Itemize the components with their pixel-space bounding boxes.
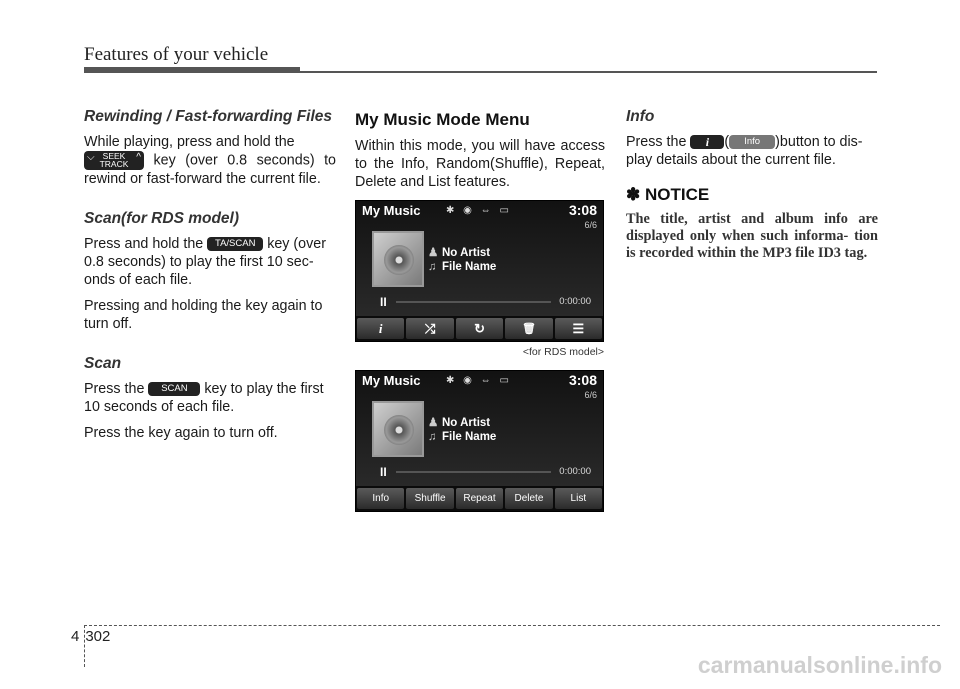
list-button[interactable]: List [555,488,602,509]
notice-body: The title, artist and album info are displayed only when such informa- tion is recorded within the MP3 file ID3 tag. [626,211,878,261]
file-name: File Name [442,261,497,273]
rewind-text [84,133,336,188]
track-counter: 6/6 [584,390,597,400]
heading-rewind: Rewinding / Fast-forwarding Files [84,108,333,125]
scan-rds-text-c: Pressing and holding the key again to turn off. [84,298,323,332]
pause-icon[interactable]: II [380,465,387,479]
scan-text [84,380,336,416]
clock: 3:08 [568,202,597,218]
watermark: carmanualsonline.info [697,652,942,678]
chapter-number: 4 [71,628,80,645]
heading-scan: Scan [84,355,122,372]
rewind-text-b: key (over 0.8 seconds) to rewind or fast-forward the current file. [84,152,336,187]
file-line [428,261,496,273]
status-icons: ✱ ◉ ⇔ ▭ [446,375,512,386]
scan-rds-text-b: key (over 0.8 seconds) to play the first 10 sec- onds of each file. [84,236,326,288]
footer-rule [84,625,940,626]
shuffle-button[interactable]: Shuffle [406,488,453,509]
chevron-down-icon: ⌵ [87,152,95,163]
heading-info: Info [626,108,655,125]
screen-menu-bar [356,316,603,341]
screen-rds-model [355,200,604,342]
file-name: File Name [442,431,497,443]
scan-key-icon: SCAN [148,382,200,396]
elapsed-time: 0:00:00 [559,466,591,477]
info-key-icon: i [690,135,724,149]
ta-scan-key-icon: TA/SCAN [207,237,263,251]
column-right [626,108,878,262]
person-icon: ♟ [428,417,439,429]
header-rule [84,71,877,73]
info-text-b: )button to dis- play details about the current file. [626,134,863,168]
music-note-icon: ♫ [428,261,437,273]
repeat-button[interactable]: ↻ [456,318,503,339]
elapsed-time: 0:00:00 [559,296,591,307]
repeat-button[interactable]: Repeat [456,488,503,509]
chevron-up-icon: ^ [136,152,141,163]
info-button[interactable]: i [357,318,404,339]
info-text-a: Press the [626,134,687,150]
artist-name: No Artist [442,417,491,429]
page-header-title: Features of your vehicle [84,44,269,65]
notice-heading: ✽ NOTICE [626,185,710,204]
info-button-icon: Info [729,135,775,149]
album-art-icon [372,401,424,457]
delete-button[interactable]: 🗑 [505,318,552,339]
disc-icon [384,245,414,275]
screen-standard-model [355,370,604,512]
artist-line [428,245,490,259]
list-button[interactable]: ☰ [555,318,602,339]
info-paren: ( [724,134,730,150]
delete-button[interactable]: Delete [505,488,552,509]
status-icons: ✱ ◉ ⇔ ▭ [446,205,512,216]
column-middle [355,110,605,199]
column-left [84,108,336,450]
scan-text-a: Press the [84,381,145,397]
caption-rds-model: <for RDS model> [522,346,604,358]
file-line [428,431,496,443]
screen-title: My Music [362,373,421,388]
heading-scan-rds: Scan(for RDS model) [84,210,240,227]
progress-bar[interactable] [396,471,551,473]
person-icon: ♟ [428,247,439,259]
track-counter: 6/6 [584,220,597,230]
disc-icon [384,415,414,445]
info-button[interactable]: Info [357,488,404,509]
screen-title: My Music [362,203,421,218]
clock: 3:08 [568,372,597,388]
progress-bar[interactable] [396,301,551,303]
album-art-icon [372,231,424,287]
screen-menu-bar [356,486,603,511]
my-music-text: Within this mode, you will have access to the Info, Random(Shuffle), Repeat, Delete and List features. [355,138,605,190]
music-note-icon: ♫ [428,431,437,443]
seek-key-label: SEEK [102,151,126,161]
info-text [626,133,878,169]
artist-name: No Artist [442,247,491,259]
heading-my-music-menu: My Music Mode Menu [355,110,530,129]
seek-track-key-icon [84,151,144,170]
scan-text-b: key to play the first 10 seconds of each file. [84,381,324,415]
track-key-label: TRACK [99,159,129,169]
scan-text-c: Press the key again to turn off. [84,425,278,441]
page-number [71,628,110,645]
scan-rds-text [84,235,336,289]
artist-line [428,415,490,429]
rewind-text-a: While playing, press and hold the [84,134,295,150]
scan-rds-text-a: Press and hold the [84,236,204,252]
page-number-value: 302 [85,628,111,645]
pause-icon[interactable]: II [380,295,387,309]
shuffle-button[interactable]: ⤮ [406,318,453,339]
